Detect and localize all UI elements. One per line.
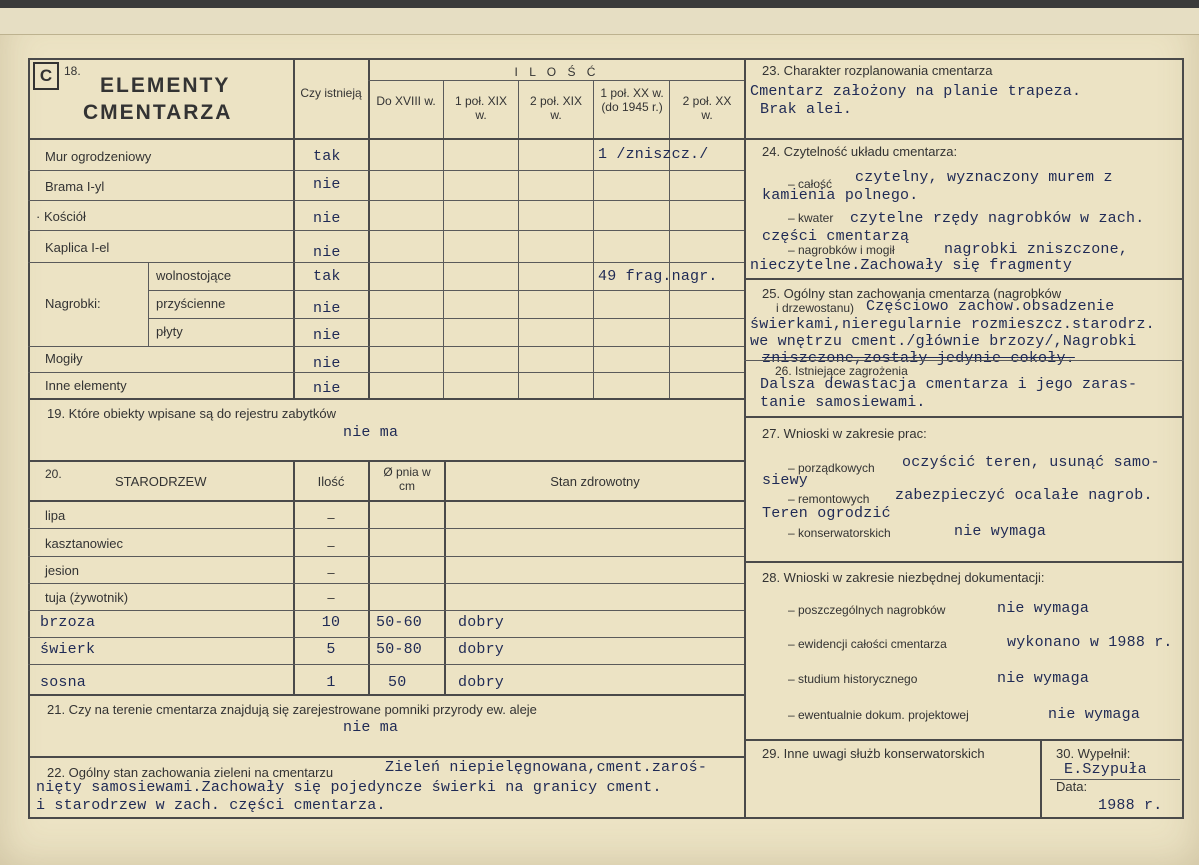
row-label-przyscienne: przyścienne <box>156 296 226 311</box>
s18-title-line1: ELEMENTY <box>100 74 231 97</box>
s24-top <box>744 138 1184 140</box>
s23-label: 23. Charakter rozplanowania cmentarza <box>762 63 993 78</box>
exists-value: nie <box>313 355 341 372</box>
s18-row-line <box>28 200 744 201</box>
s27-porz-2: siewy <box>762 472 809 489</box>
s18-qty-underline <box>368 80 744 81</box>
mur-period-note: 1 /zniszcz./ <box>598 146 709 163</box>
s24-calosc-2: kamienia polnego. <box>762 187 919 204</box>
frame-top <box>28 58 1184 60</box>
s24-kwater-2: części cmentarzą <box>762 228 910 245</box>
s20-col-diam: Ø pnia w cm <box>383 465 431 493</box>
s23-line2: Brak alei. <box>760 101 853 118</box>
period-col-4: 1 poł. XX w. (do 1945 r.) <box>600 86 664 114</box>
s28-item-value: wykonano w 1988 r. <box>1007 634 1173 651</box>
s21-top <box>28 694 744 696</box>
exists-value: nie <box>313 210 341 227</box>
s30-date: 1988 r. <box>1098 797 1163 814</box>
nagrobki-period-note: 49 frag.nagr. <box>598 268 718 285</box>
s20-col-health: Stan zdrowotny <box>550 474 640 489</box>
tree-health: dobry <box>458 674 505 691</box>
s20-number: 20. <box>45 467 62 481</box>
s18-row-line <box>148 318 744 319</box>
tree-name: sosna <box>40 674 87 691</box>
s18-col-line <box>293 58 295 398</box>
s25-line3: we wnętrzu cment./głównie brzozy/,Nagrobki <box>750 333 1137 350</box>
s23-line1: Cmentarz założony na planie trapeza. <box>750 83 1082 100</box>
s28-item-label: – ewentualnie dokum. projektowej <box>788 708 969 722</box>
s30-name: E.Szypuła <box>1064 761 1147 778</box>
s28-item-label: – studium historycznego <box>788 672 918 686</box>
s28-item-value: nie wymaga <box>997 600 1090 617</box>
tree-qty: 1 <box>326 674 336 691</box>
s27-kons-label: – konserwatorskich <box>788 526 891 540</box>
s25-line1: Częściowo zachow.obsadzenie <box>866 298 1115 315</box>
s20-row-line <box>28 528 744 529</box>
s18-title-line2: CMENTARZA <box>83 101 233 124</box>
s26-line2: tanie samosiewami. <box>760 394 926 411</box>
form-card <box>0 8 1199 865</box>
s18-nagrobki-divider <box>148 262 149 346</box>
s22-line3: i starodrzew w zach. części cmentarza. <box>36 797 386 814</box>
row-label-kosciol: · Kościół <box>36 209 86 224</box>
s29-s30-divider <box>1040 739 1042 817</box>
s25-label-1: 25. Ogólny stan zachowania cmentarza (nagrobków <box>762 286 1062 301</box>
s18-row-line <box>28 230 744 231</box>
exists-value: nie <box>313 300 341 317</box>
s18-row-line <box>148 290 744 291</box>
tree-name: jesion <box>45 563 79 578</box>
s24-calosc-1: czytelny, wyznaczony murem z <box>855 169 1113 186</box>
s30-label: 30. Wypełnił: <box>1056 746 1131 761</box>
tree-name: kasztanowiec <box>45 536 124 551</box>
s18-row-line <box>28 262 744 263</box>
s20-col-qty: Ilość <box>317 474 345 489</box>
s18-row-line <box>28 372 744 373</box>
s20-col-line <box>368 460 370 694</box>
tree-diam: 50-80 <box>376 641 423 658</box>
s24-kwater-1: czytelne rzędy nagrobków w zach. <box>850 210 1145 227</box>
s18-row-line <box>28 346 744 347</box>
section-letter-box: C <box>33 62 59 90</box>
tree-qty: 5 <box>326 641 336 658</box>
s28-item-value: nie wymaga <box>997 670 1090 687</box>
row-label-wolnostojace: wolnostojące <box>156 268 232 283</box>
s25-line2: świerkami,nieregularnie rozmieszcz.starodrz. <box>750 316 1155 333</box>
s18-header-bottom <box>28 138 744 140</box>
s20-row-line <box>28 610 744 611</box>
row-label-plyty: płyty <box>156 324 183 339</box>
s26-label: 26. Istniejące zagrożenia <box>775 364 908 378</box>
s24-nagr-2: nieczytelne.Zachowały się fragmenty <box>750 257 1073 274</box>
s27-rem-2: Teren ogrodzić <box>762 505 891 522</box>
s27-porz-1: oczyścić teren, usunąć samo- <box>902 454 1160 471</box>
s22-top <box>28 756 744 758</box>
row-label-mogily: Mogiły <box>45 351 83 366</box>
s20-row-line <box>28 556 744 557</box>
period-col-2: 1 poł. XIX w. <box>454 94 508 122</box>
s19-value: nie ma <box>343 424 399 441</box>
period-col-5: 2 poł. XX w. <box>682 94 732 122</box>
s24-calosc-label: – całość <box>788 177 833 191</box>
tree-diam: 50 <box>388 674 407 691</box>
s18-col-line <box>518 80 519 398</box>
s20-row-line <box>28 583 744 584</box>
s27-kons-1: nie wymaga <box>954 523 1047 540</box>
exists-value: tak <box>313 148 341 165</box>
s27-rem-1: zabezpieczyć ocalałe nagrob. <box>895 487 1153 504</box>
s21-label: 21. Czy na terenie cmentarza znajdują się zarejestrowane pomniki przyrody ew. aleje <box>47 702 537 717</box>
s29-label: 29. Inne uwagi służb konserwatorskich <box>762 746 985 761</box>
tree-diam: 50-60 <box>376 614 423 631</box>
card-top-strip <box>0 8 1199 35</box>
s22-label: 22. Ogólny stan zachowania zieleni na cmentarzu <box>47 765 334 780</box>
s18-col-exists: Czy istnieją <box>300 86 362 100</box>
row-label-kaplica: Kaplica I-el <box>45 240 110 255</box>
s24-nagr-1: nagrobki zniszczone, <box>944 241 1129 258</box>
row-label-brama: Brama I-yl <box>45 179 105 194</box>
s19-label: 19. Które obiekty wpisane są do rejestru zabytków <box>47 406 337 421</box>
s20-top <box>28 460 744 462</box>
s22-line1: Zieleń niepielęgnowana,cment.zaroś- <box>385 759 708 776</box>
tree-health: dobry <box>458 641 505 658</box>
tree-qty: – <box>327 510 335 525</box>
exists-value: nie <box>313 176 341 193</box>
s27-label: 27. Wnioski w zakresie prac: <box>762 426 927 441</box>
tree-qty: – <box>327 590 335 605</box>
s18-col-line <box>368 58 370 398</box>
exists-value: nie <box>313 380 341 397</box>
s22-line2: nięty samosiewami.Zachowały się pojedyncze świerki na granicy cment. <box>36 779 662 796</box>
exists-value: nie <box>313 327 341 344</box>
s25-line4: zniszczone,zostały jedynie cokoły. <box>762 350 1075 367</box>
s20-row-line <box>28 664 744 665</box>
tree-qty: – <box>327 565 335 580</box>
s20-header-bottom <box>28 500 744 502</box>
s18-row-line <box>28 170 744 171</box>
frame-bottom <box>28 817 1184 819</box>
s30-date-label: Data: <box>1056 779 1088 794</box>
s26-line1: Dalsza dewastacja cmentarza i jego zaras- <box>760 376 1138 393</box>
s25-label-2: i drzewostanu) <box>776 301 855 315</box>
tree-qty: 10 <box>321 614 341 631</box>
s18-col-line <box>443 80 444 398</box>
s28-label: 28. Wnioski w zakresie niezbędnej dokumentacji: <box>762 570 1045 585</box>
s28-item-value: nie wymaga <box>1048 706 1141 723</box>
row-label-inne: Inne elementy <box>45 378 127 393</box>
s24-nagr-label: – nagrobków i mogił <box>788 243 895 257</box>
tree-name: lipa <box>45 508 66 523</box>
s18-col-line <box>669 80 670 398</box>
column-divider <box>744 58 746 818</box>
s19-top <box>28 398 744 400</box>
s28-top <box>744 561 1184 563</box>
s29-top <box>744 739 1184 741</box>
s27-porz-label: – porządkowych <box>788 461 875 475</box>
period-col-1: Do XVIII w. <box>376 94 436 108</box>
row-label-mur: Mur ogrodzeniowy <box>45 149 152 164</box>
s27-top <box>744 416 1184 418</box>
s28-item-label: – poszczególnych nagrobków <box>788 603 946 617</box>
s18-col-qty: I L O Ś Ć <box>514 65 600 79</box>
tree-health: dobry <box>458 614 505 631</box>
frame-left <box>28 58 30 818</box>
s25-top <box>744 278 1184 280</box>
s20-row-line <box>28 637 744 638</box>
s24-kwater-label: – kwater <box>788 211 834 225</box>
row-label-nagrobki: Nagrobki: <box>45 296 101 311</box>
exists-value: nie <box>313 244 341 261</box>
tree-name: tuja (żywotnik) <box>45 590 129 605</box>
s27-rem-label: – remontowych <box>788 492 870 506</box>
period-col-3: 2 poł. XIX w. <box>529 94 583 122</box>
tree-qty: – <box>327 538 335 553</box>
s20-title: STARODRZEW <box>115 474 207 489</box>
s18-number: 18. <box>64 64 81 78</box>
s28-item-label: – ewidencji całości cmentarza <box>788 637 947 651</box>
s24-label: 24. Czytelność układu cmentarza: <box>762 144 958 159</box>
s21-value: nie ma <box>343 719 399 736</box>
s20-col-line <box>444 460 446 694</box>
s26-top <box>744 360 1184 361</box>
s18-col-line <box>593 80 594 398</box>
exists-value: tak <box>313 268 341 285</box>
frame-right <box>1182 58 1184 818</box>
tree-name: brzoza <box>40 614 96 631</box>
tree-name: świerk <box>40 641 96 658</box>
